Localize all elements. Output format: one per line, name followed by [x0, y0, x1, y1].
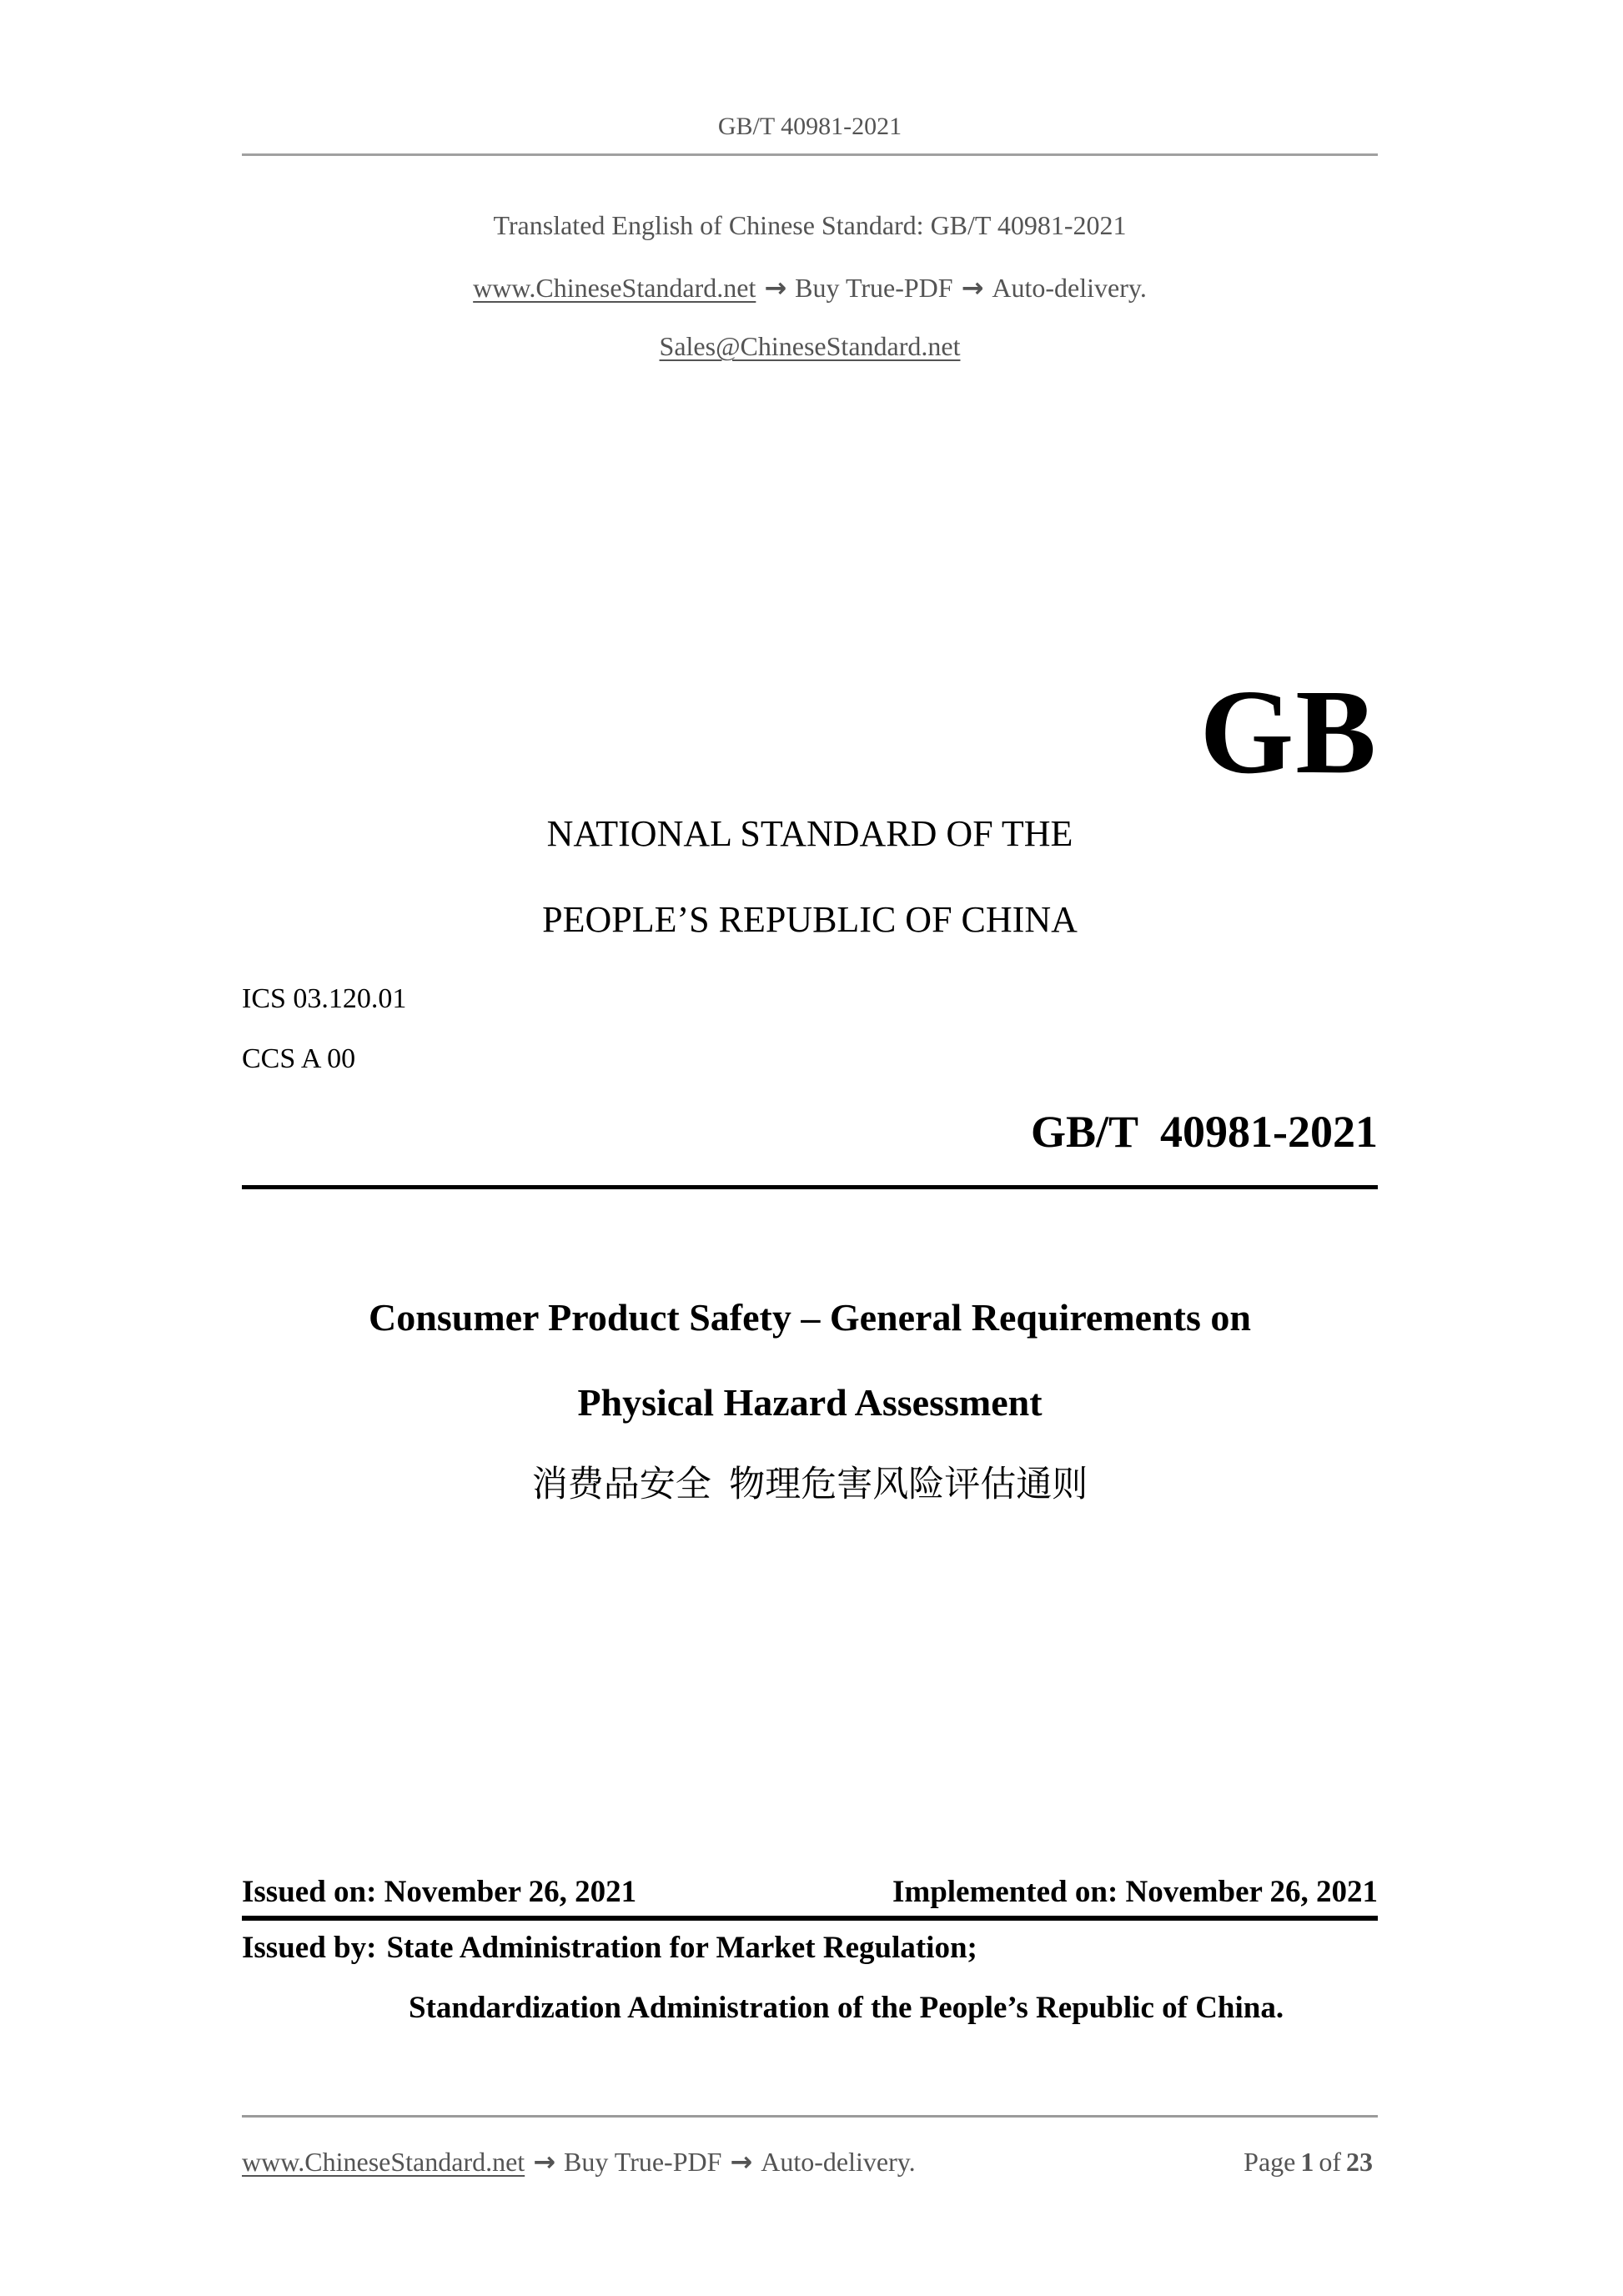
header-doc-number: GB/T 40981-2021: [717, 113, 902, 140]
ics-code: ICS 03.120.01: [242, 983, 407, 1014]
of-label: of: [1319, 2147, 1341, 2177]
masthead-divider: [242, 1185, 1378, 1189]
page-total: 23: [1346, 2147, 1373, 2177]
footer-buy-info: [242, 2145, 916, 2178]
ccs-code: CCS A 00: [242, 1043, 356, 1074]
issuer-secondary: Standardization Administration of the People’s Republic of China.: [409, 1991, 1284, 2025]
issued-on-date: Issued on: November 26, 2021: [242, 1875, 637, 1909]
buy-info-line: [242, 269, 1378, 306]
translated-standard-line: Translated English of Chinese Standard: GB/T 40981-2021: [493, 210, 1127, 240]
footer-website-link[interactable]: www.ChineseStandard.net: [242, 2147, 525, 2177]
footer-divider: [242, 2115, 1378, 2118]
footer-auto-delivery-text: Auto-delivery.: [761, 2147, 916, 2177]
website-link[interactable]: www.ChineseStandard.net: [473, 273, 756, 303]
page-current: 1: [1300, 2147, 1314, 2177]
page-label: Page: [1244, 2147, 1296, 2177]
issuer-primary: State Administration for Market Regulation;: [386, 1931, 977, 1965]
standard-number: GB/T 40981-2021: [1030, 1107, 1378, 1157]
arrow-icon: →: [961, 272, 984, 304]
page-footer: [242, 2145, 1378, 2178]
masthead-line2: PEOPLE’S REPUBLIC OF CHINA: [542, 899, 1078, 940]
implemented-on-date: Implemented on: November 26, 2021: [892, 1875, 1378, 1909]
gb-logo: GB: [1199, 666, 1378, 799]
footer-buy-true-pdf-text: Buy True-PDF: [564, 2147, 722, 2177]
header-divider: [242, 153, 1378, 156]
arrow-icon: →: [533, 2146, 555, 2178]
issued-by-line: [242, 1931, 1378, 1966]
arrow-icon: →: [730, 2146, 753, 2178]
issuance-divider: [242, 1916, 1378, 1921]
buy-true-pdf-text: Buy True-PDF: [795, 273, 953, 303]
masthead-line1: NATIONAL STANDARD OF THE: [546, 813, 1073, 854]
document-title-en-line2: Physical Hazard Assessment: [577, 1381, 1043, 1424]
document-title-en-line1: Consumer Product Safety – General Requirements on: [369, 1296, 1251, 1339]
email-link[interactable]: Sales@ChineseStandard.net: [659, 331, 961, 361]
page-indicator: [1244, 2145, 1378, 2178]
document-title-zh: 消费品安全 物理危害风险评估通则: [531, 1465, 1088, 1505]
issued-by-label: Issued by:: [242, 1931, 377, 1965]
auto-delivery-text: Auto-delivery.: [992, 273, 1147, 303]
email-line: [242, 328, 1378, 364]
arrow-icon: →: [764, 272, 787, 304]
issuance-dates-row: [242, 1875, 1378, 1910]
